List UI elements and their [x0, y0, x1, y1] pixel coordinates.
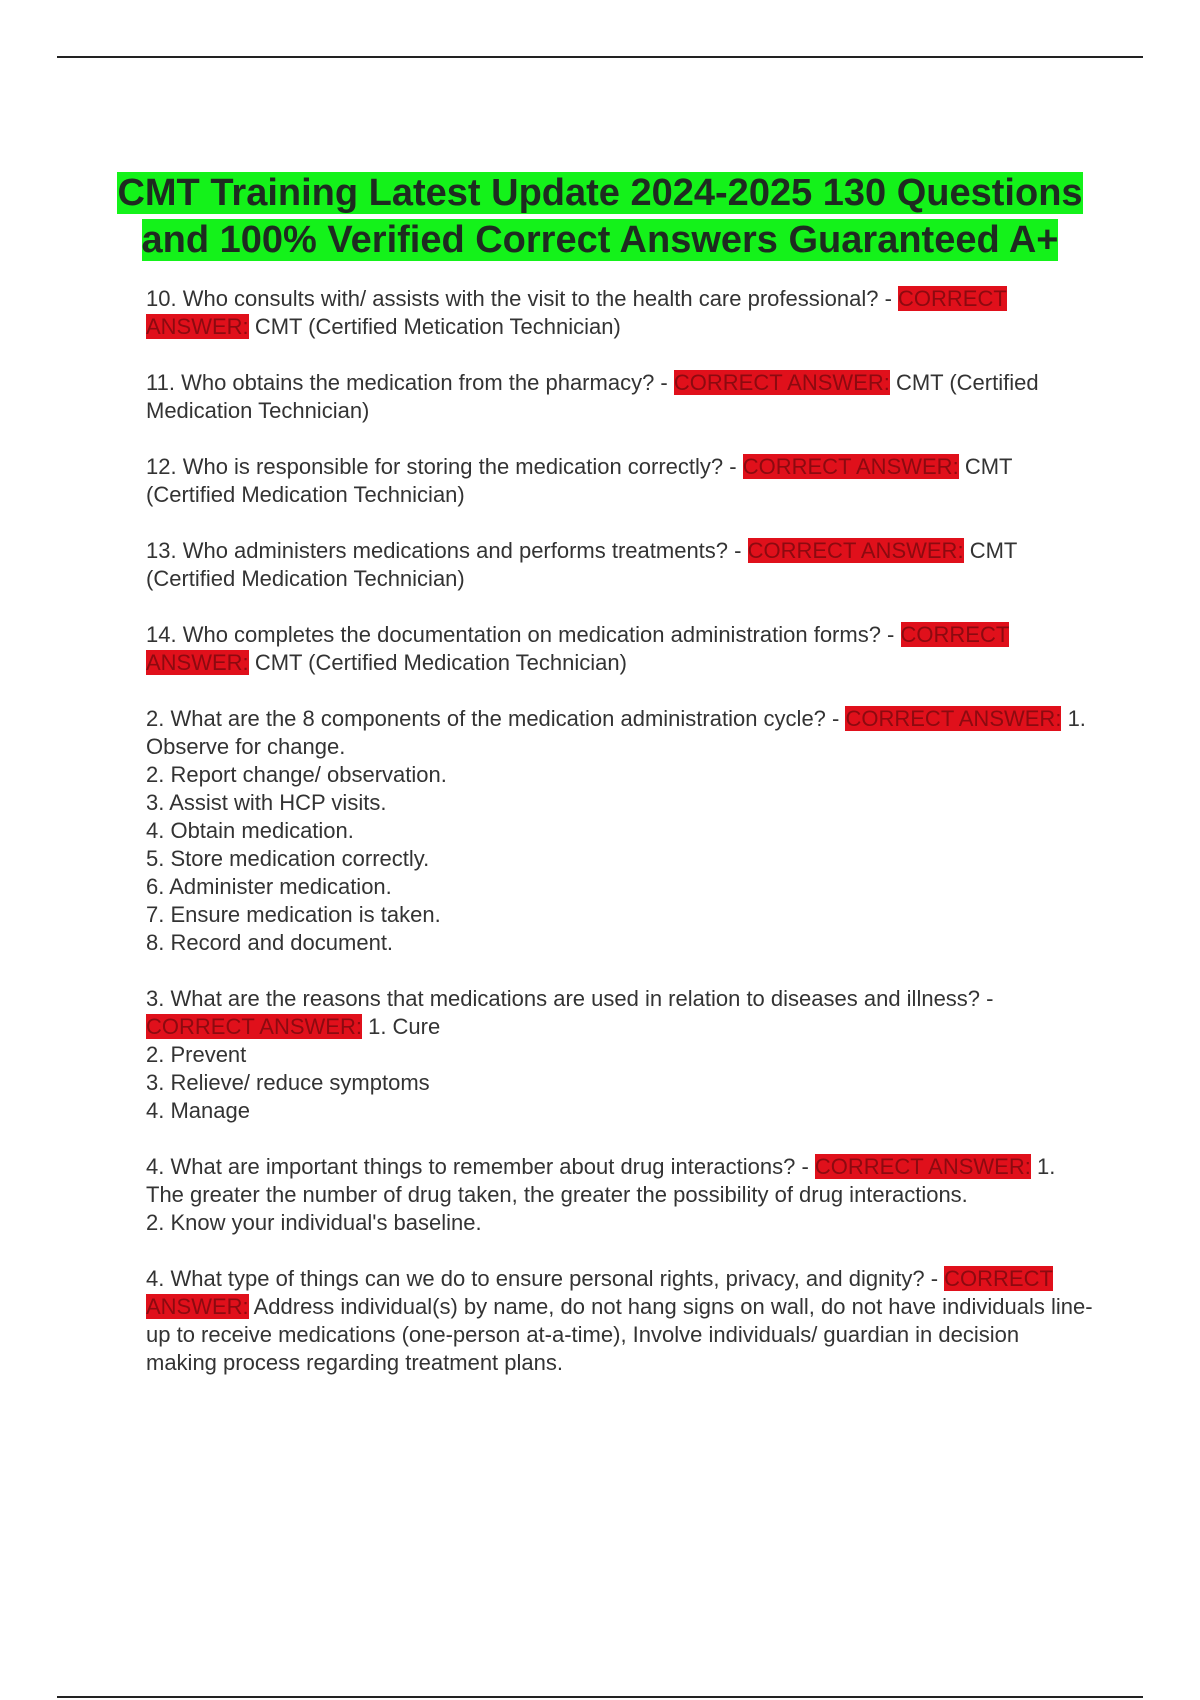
qa-first-line	[146, 985, 1096, 1041]
answer-line: 6. Administer medication.	[146, 874, 392, 899]
qa-first-line	[146, 1265, 1096, 1377]
answer-text: 1. Cure	[368, 1014, 441, 1039]
question-text: 3. What are the reasons that medications are used in relation to diseases and illness? -	[146, 986, 994, 1011]
question-text: 14. Who completes the documentation on medication administration forms? -	[146, 622, 895, 647]
answer-text: Address individual(s) by name, do not hang signs on wall, do not have individuals line-up to receive medications (one-person at-a-time), Involve individuals/ guardian in decision making process regarding treatment plans.	[146, 1294, 1093, 1375]
correct-answer-label: CORRECT ANSWER:	[845, 706, 1062, 731]
question-text: 13. Who administers medications and performs treatments? -	[146, 538, 742, 563]
qa-item	[146, 453, 1096, 509]
answer-text: CMT (Certified Metication Technician)	[254, 314, 621, 339]
qa-first-line	[146, 705, 1096, 761]
correct-answer-label: CORRECT ANSWER:	[673, 370, 890, 395]
qa-item	[146, 621, 1096, 677]
qa-first-line	[146, 1153, 1096, 1209]
top-rule	[57, 56, 1143, 58]
answer-line: 2. Report change/ observation.	[146, 762, 447, 787]
question-text: 4. What are important things to remember about drug interactions? -	[146, 1154, 809, 1179]
qa-first-line	[146, 537, 1096, 593]
answer-line: 5. Store medication correctly.	[146, 846, 430, 871]
correct-answer-label: CORRECT ANSWER:	[146, 1014, 362, 1039]
correct-answer-label: CORRECT ANSWER:	[747, 538, 964, 563]
answer-text: CMT (Certified Medication Technician)	[146, 370, 1039, 423]
qa-first-line	[146, 621, 1096, 677]
title-highlight: CMT Training Latest Update 2024-2025 130 Questions and 100% Verified Correct Answers Guaranteed A+	[117, 172, 1083, 261]
answer-line: 8. Record and document.	[146, 930, 394, 955]
correct-answer-label: CORRECT ANSWER:	[742, 454, 959, 479]
qa-first-line	[146, 285, 1096, 341]
answer-text: 1. Observe for change.	[146, 706, 1086, 759]
answer-line: 3. Assist with HCP visits.	[146, 790, 387, 815]
answer-text: 1. The greater the number of drug taken, the greater the possibility of drug interactions.	[146, 1154, 1056, 1207]
answer-text: CMT (Certified Medication Technician)	[146, 454, 1013, 507]
qa-item	[146, 705, 1096, 957]
correct-answer-label: CORRECT ANSWER:	[146, 1266, 1053, 1319]
qa-item	[146, 369, 1096, 425]
answer-line: 4. Manage	[146, 1098, 250, 1123]
qa-item	[146, 1153, 1096, 1237]
correct-answer-label: CORRECT ANSWER:	[146, 622, 1010, 675]
answer-line: 2. Know your individual's baseline.	[146, 1210, 482, 1235]
qa-list	[146, 285, 1096, 1405]
answer-line: 7. Ensure medication is taken.	[146, 902, 441, 927]
question-text: 10. Who consults with/ assists with the visit to the health care professional? -	[146, 286, 892, 311]
answer-line: 4. Obtain medication.	[146, 818, 354, 843]
qa-first-line	[146, 369, 1096, 425]
qa-item	[146, 1265, 1096, 1377]
qa-item	[146, 985, 1096, 1125]
question-text: 2. What are the 8 components of the medication administration cycle? -	[146, 706, 840, 731]
qa-item	[146, 285, 1096, 341]
correct-answer-label: CORRECT ANSWER:	[146, 286, 1007, 339]
qa-item	[146, 537, 1096, 593]
qa-first-line	[146, 453, 1096, 509]
answer-line: 3. Relieve/ reduce symptoms	[146, 1070, 430, 1095]
answer-text: CMT (Certified Medication Technician)	[146, 538, 1017, 591]
question-text: 12. Who is responsible for storing the medication correctly? -	[146, 454, 737, 479]
answer-line: 2. Prevent	[146, 1042, 247, 1067]
bottom-rule	[57, 1696, 1143, 1698]
question-text: 4. What type of things can we do to ensure personal rights, privacy, and dignity? -	[146, 1266, 939, 1291]
question-text: 11. Who obtains the medication from the pharmacy? -	[146, 370, 668, 395]
correct-answer-label: CORRECT ANSWER:	[814, 1154, 1031, 1179]
answer-text: CMT (Certified Medication Technician)	[254, 650, 627, 675]
document-title	[100, 170, 1100, 263]
